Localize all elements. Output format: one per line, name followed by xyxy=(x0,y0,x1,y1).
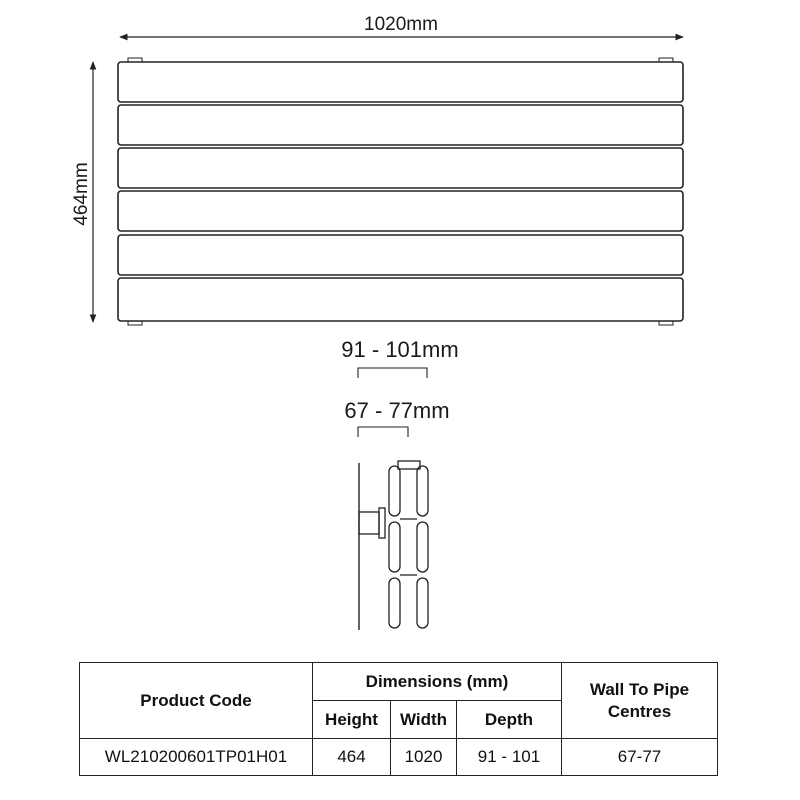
width-cell: 1020 xyxy=(391,739,457,776)
depth-cell: 91 - 101 xyxy=(457,739,562,776)
wall-to-pipe-dimension-label: 67 - 77mm xyxy=(344,398,450,423)
tube-segment xyxy=(417,466,428,516)
radiator-panel xyxy=(118,191,683,231)
wall-to-pipe-cell: 67-77 xyxy=(562,739,718,776)
depth-dimension xyxy=(341,337,458,378)
radiator-panel xyxy=(118,105,683,145)
wall-bracket xyxy=(359,512,379,534)
height-cell: 464 xyxy=(313,739,391,776)
product-code-cell: WL210200601TP01H01 xyxy=(80,739,313,776)
radiator-panel xyxy=(118,148,683,188)
radiator-panel xyxy=(118,235,683,275)
width-dimension-label: 1020mm xyxy=(364,14,438,35)
width-dimension xyxy=(120,14,683,37)
tube-segment xyxy=(389,522,400,572)
width-header: Width xyxy=(391,701,457,739)
tube-segment xyxy=(389,466,400,516)
wall-to-pipe-dimension xyxy=(344,398,449,437)
bracket-cap xyxy=(379,508,385,538)
wall-to-pipe-header: Wall To Pipe Centres xyxy=(562,663,718,739)
top-cap xyxy=(398,461,420,469)
radiator-front-view xyxy=(118,58,683,325)
tube-segment xyxy=(389,578,400,628)
radiator-panel xyxy=(118,278,683,321)
dimensions-header: Dimensions (mm) xyxy=(313,663,562,701)
radiator-side-profile xyxy=(359,461,428,630)
radiator-panel xyxy=(118,62,683,102)
height-header: Height xyxy=(313,701,391,739)
depth-header: Depth xyxy=(457,701,562,739)
height-dimension-label: 464mm xyxy=(71,162,92,226)
tube-segment xyxy=(417,522,428,572)
tube-segment xyxy=(417,578,428,628)
product-code-header: Product Code xyxy=(80,663,313,739)
height-dimension xyxy=(71,62,93,322)
depth-dimension-label: 91 - 101mm xyxy=(341,337,459,362)
spec-table xyxy=(79,662,718,776)
